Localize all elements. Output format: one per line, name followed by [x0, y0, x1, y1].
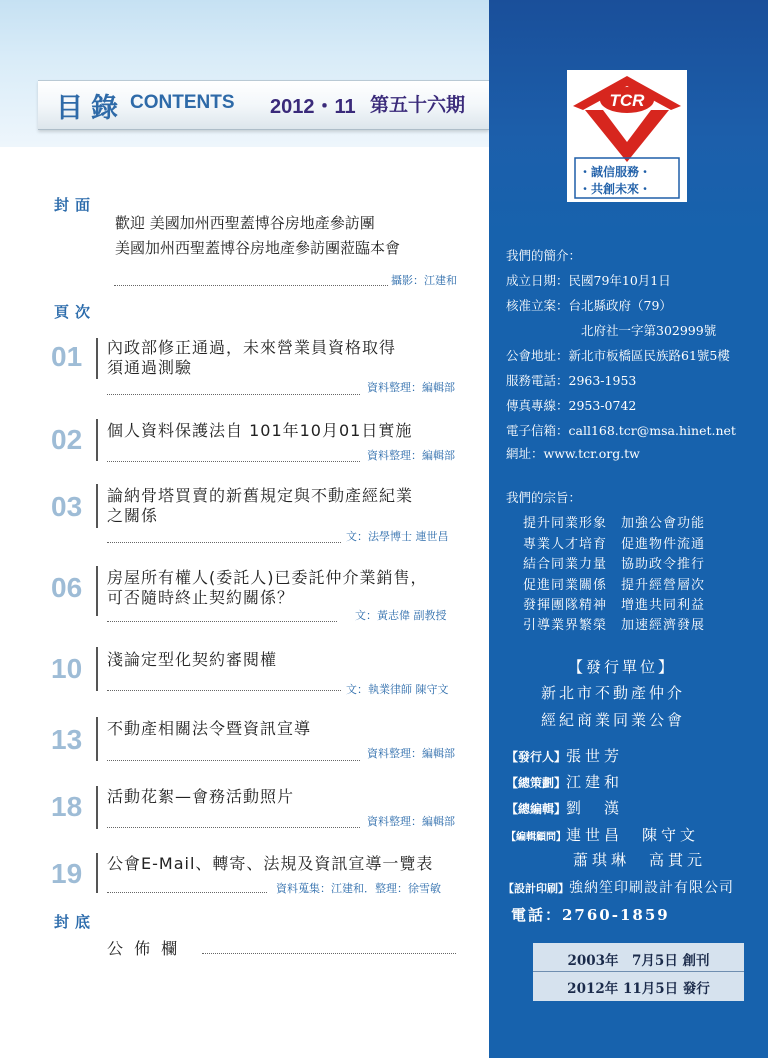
toc-item-credit: 資料整理：編輯部	[367, 747, 455, 760]
toc-item-title[interactable]: 房屋所有權人(委託人)已委託仲介業銷售，	[107, 568, 428, 587]
toc-item-credit: 文：法學博士 連世昌	[346, 530, 449, 543]
about-phone: 服務電話：2963-1953	[506, 373, 637, 388]
divider	[533, 971, 744, 972]
divider	[96, 717, 98, 761]
about-website[interactable]: 網址：www.tcr.org.tw	[506, 446, 640, 461]
founded-date: 2003年 7月5日 創刊	[567, 953, 710, 969]
publisher-org-line-1: 新北市不動產仲介	[541, 684, 686, 702]
toc-item-title[interactable]: 內政部修正通過，未來營業員資格取得	[107, 338, 397, 357]
editor-row	[506, 797, 623, 818]
toc-item-credit: 文：執業律師 陳守文	[346, 683, 449, 696]
advisors-names-2: 蕭琪琳 高貫元	[573, 851, 707, 869]
planner-row	[506, 771, 623, 792]
toc-item-credit: 資料整理：編輯部	[367, 381, 455, 394]
pages-heading: 頁次	[54, 303, 97, 321]
issuer-row	[506, 745, 623, 766]
slogan-line-1: ・誠信服務・	[579, 165, 652, 179]
purpose-line: 促進同業關係 提升經營層次	[523, 578, 706, 593]
purpose-line: 結合同業力量 協助政令推行	[523, 557, 706, 572]
about-approved-number: 北府社一字第302999號	[581, 323, 717, 338]
slogan-line-2: ・共創未來・	[579, 182, 652, 196]
toc-page-number: 06	[51, 572, 83, 603]
divider	[96, 647, 98, 691]
toc-item-title[interactable]: 個人資料保護法自 101年10月01日實施	[107, 421, 413, 440]
purpose-heading: 我們的宗旨：	[506, 490, 582, 505]
advisors-row	[506, 824, 699, 845]
design-row	[503, 877, 734, 897]
advisors-label: 【編輯顧問】	[506, 832, 566, 843]
editor-name: 劉 漢	[566, 799, 624, 817]
toc-item-title[interactable]: 論納骨塔買賣的新舊規定與不動產經紀業	[107, 486, 414, 505]
toc-item-credit: 文：黃志偉 副教授	[355, 609, 447, 622]
dot-leader	[107, 690, 341, 691]
back-cover-heading: 封底	[54, 913, 97, 931]
planner-label: 【總策劃】	[506, 776, 567, 790]
publisher-heading: 【發行單位】	[568, 658, 677, 676]
toc-item-title[interactable]: 不動產相關法令暨資訊宣導	[107, 719, 312, 738]
svg-text:TCR: TCR	[609, 91, 645, 110]
toc-page-number: 19	[51, 858, 83, 889]
purpose-line: 提升同業形象 加強公會功能	[523, 516, 706, 531]
toc-item-title[interactable]: 公會E-Mail、轉寄、法規及資訊宣導一覽表	[107, 854, 434, 873]
dot-leader	[107, 760, 360, 761]
about-founded: 成立日期：民國79年10月1日	[506, 273, 671, 288]
design-company: 強納笙印刷設計有限公司	[569, 880, 734, 896]
dot-leader	[107, 827, 360, 828]
purpose-line: 引導業界繁榮 加速經濟發展	[523, 618, 706, 633]
contents-label: CONTENTS	[130, 92, 235, 113]
toc-page-number: 03	[51, 491, 83, 522]
toc-page-number: 10	[51, 653, 83, 684]
toc-page-number: 18	[51, 791, 83, 822]
dot-leader	[202, 953, 456, 954]
divider	[96, 786, 98, 829]
purpose-line: 專業人才培育 促進物件流通	[523, 537, 706, 552]
about-heading: 我們的簡介：	[506, 248, 582, 263]
publisher-org-line-2: 經紀商業同業公會	[541, 711, 686, 729]
toc-item-title-cont[interactable]: 可否隨時終止契約關係？	[107, 588, 295, 607]
issuer-label: 【發行人】	[506, 750, 567, 764]
toc-item-credit: 資料蒐集：江建和．整理：徐雪敏	[276, 882, 441, 895]
dot-leader	[107, 621, 337, 622]
cover-title-2[interactable]: 美國加州西聖蓋博谷房地產參訪團蒞臨本會	[115, 239, 401, 257]
toc-page-number: 01	[51, 341, 83, 372]
cover-credit: 攝影：江建和	[391, 274, 457, 287]
about-approved: 核准立案：台北縣政府（79）	[506, 298, 672, 313]
issue-release-date: 2012年 11月5日 發行	[567, 981, 710, 997]
publisher-telephone: 電話：2760-1859	[511, 906, 670, 924]
toc-item-title[interactable]: 淺論定型化契約審閱權	[107, 650, 278, 669]
toc-item-title-cont[interactable]: 須通過測驗	[107, 358, 193, 377]
dot-leader	[107, 892, 267, 893]
divider	[96, 853, 98, 893]
toc-item-title[interactable]: 活動花絮—會務活動照片	[107, 787, 295, 806]
about-email[interactable]: 電子信箱：call168.tcr@msa.hinet.net	[506, 423, 736, 438]
about-address: 公會地址：新北市板橋區民族路61號5樓	[506, 348, 730, 363]
issuer-name: 張世芳	[566, 747, 624, 765]
toc-page-number: 13	[51, 724, 83, 755]
divider	[96, 484, 98, 528]
planner-name: 江建和	[566, 773, 624, 791]
advisors-names-1: 連世昌 陳守文	[566, 826, 700, 844]
dot-leader	[107, 542, 341, 543]
issue-number: 第五十六期	[370, 94, 466, 116]
divider	[96, 566, 98, 616]
divider	[96, 419, 98, 461]
toc-item-title-cont[interactable]: 之關係	[107, 506, 159, 525]
dot-leader	[114, 285, 388, 286]
issue-date: 2012・11	[270, 96, 356, 118]
dot-leader	[107, 394, 360, 395]
toc-item-credit: 資料整理：編輯部	[367, 449, 455, 462]
purpose-line: 發揮團隊精神 增進共同利益	[523, 598, 706, 613]
dot-leader	[107, 461, 360, 462]
page-title: 目錄	[56, 93, 126, 124]
back-cover-item[interactable]: 公 佈 欄	[107, 939, 181, 958]
cover-heading: 封面	[54, 196, 97, 214]
cover-title-1[interactable]: 歡迎 美國加州西聖蓋博谷房地產參訪團	[115, 214, 375, 232]
editor-label: 【總編輯】	[506, 802, 567, 816]
toc-page-number: 02	[51, 424, 83, 455]
toc-item-credit: 資料整理：編輯部	[367, 815, 455, 828]
design-label: 【設計印刷】	[503, 882, 569, 895]
divider	[96, 338, 98, 379]
about-fax: 傳真專線：2953-0742	[506, 398, 637, 413]
